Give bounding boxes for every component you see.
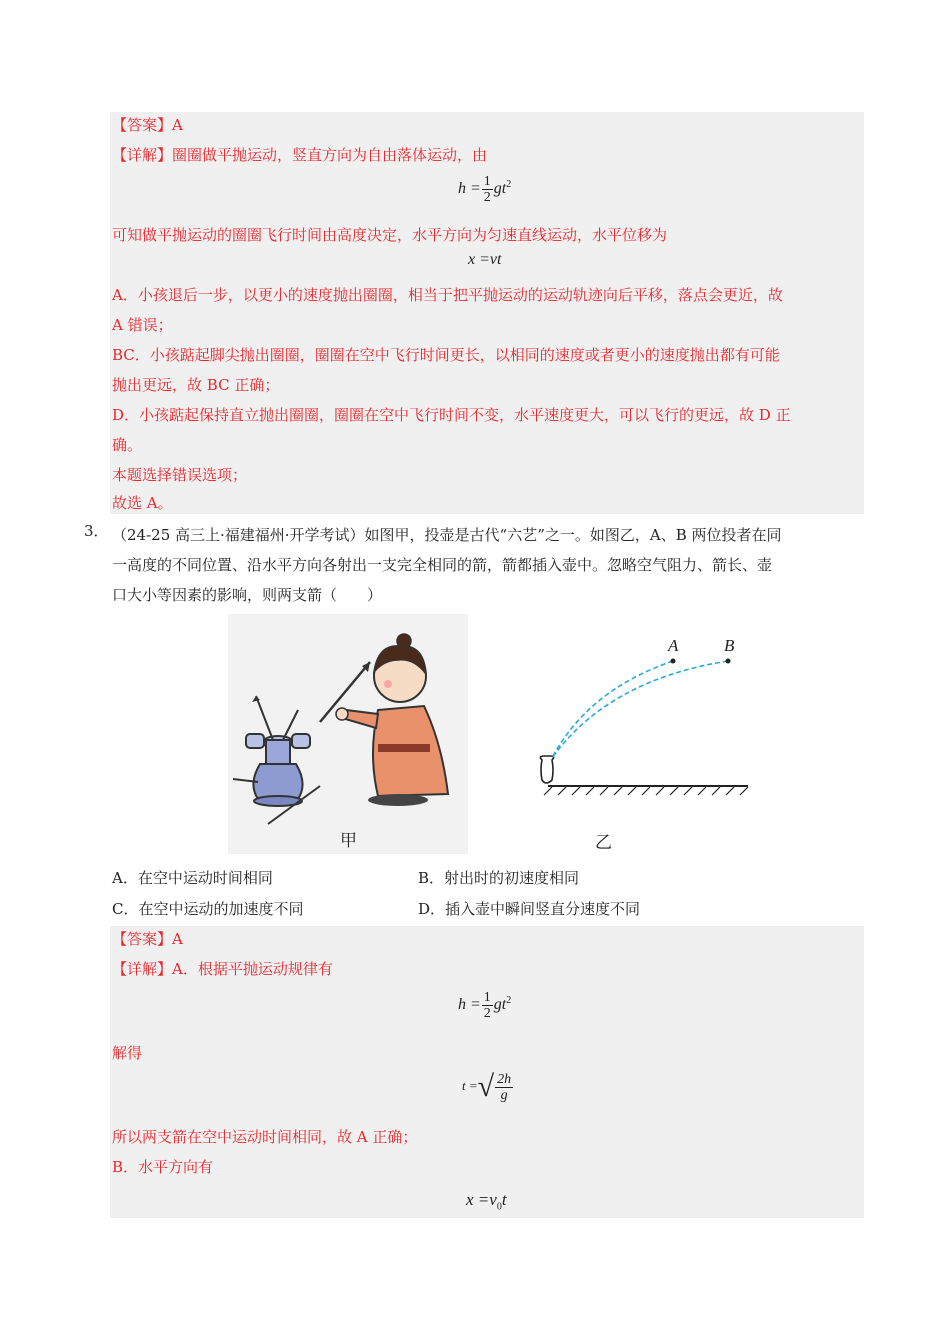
formula-x-v0t — [466, 1190, 507, 1212]
question-line-1: （24-25 高三上·福建福州·开学考试）如图甲，投壶是古代“六艺”之一。如图乙，A、B 两位投者在同 — [112, 526, 782, 544]
formula-h-gt2 — [458, 990, 511, 1021]
formula-lhs: x =v — [466, 1190, 497, 1209]
option-d-analysis-1: D．小孩踮起保持直立抛出圈圈，圈圈在空中飞行时间不变，水平速度更大，可以飞行的更远，故 D 正 — [112, 406, 791, 424]
question-text — [112, 520, 902, 610]
answer-box-3 — [110, 926, 864, 1218]
frac-num: 1 — [483, 174, 491, 189]
trajectory-a — [552, 661, 673, 758]
option-a-analysis-2: A 错误； — [112, 316, 173, 334]
frac-den: 2 — [483, 190, 491, 205]
formula-sup: 2 — [506, 178, 512, 190]
point-b-dot — [726, 659, 731, 664]
point-b-label: B — [724, 636, 735, 655]
b-line: B．水平方向有 — [112, 1158, 214, 1176]
formula-lhs: h = — [458, 996, 481, 1014]
formula-rest: gt — [493, 180, 507, 198]
trajectory-b — [552, 661, 728, 758]
question-line-3: 口大小等因素的影响，则两支箭（ ） — [112, 586, 383, 604]
detail-line: 【详解】圈圈做平抛运动，竖直方向为自由落体运动，由 — [112, 146, 488, 164]
pitch-pot-illustration — [228, 614, 468, 854]
text-line-2: 可知做平抛运动的圈圈飞行时间由高度决定，水平方向为匀速直线运动，水平位移为 — [112, 226, 668, 244]
formula-h-gt2 — [458, 174, 511, 205]
formula-sub: 0 — [496, 1201, 502, 1213]
figure-yi — [528, 630, 758, 855]
frac-den: g — [500, 1087, 508, 1103]
formula-sup: 2 — [506, 994, 512, 1006]
option-d-analysis-2: 确。 — [112, 436, 143, 454]
pot-icon — [540, 756, 553, 783]
formula-x-vt: x =vt — [468, 251, 502, 268]
formula-rest: t — [501, 1190, 507, 1209]
figure-yi-label: 乙 — [595, 833, 612, 853]
ground-hatching — [544, 787, 748, 795]
detail-line: 【详解】A．根据平抛运动规律有 — [112, 960, 333, 978]
figure-jia-label: 甲 — [340, 831, 357, 851]
frac-num: 2h — [497, 1071, 512, 1087]
option-d[interactable]: D．插入壶中瞬间竖直分速度不同 — [418, 900, 641, 918]
question-number: 3． — [84, 522, 109, 540]
select-line: 本题选择错误选项； — [112, 466, 248, 484]
final-line: 故选 A。 — [112, 494, 173, 512]
formula-t-sqrt: t =√ $\frac{2h}{g}$ — [462, 1070, 512, 1103]
vase-icon — [233, 696, 320, 824]
point-a-label: A — [668, 636, 679, 655]
option-a[interactable]: A．在空中运动时间相同 — [112, 869, 273, 887]
option-a-analysis-1: A．小孩退后一步，以更小的速度抛出圈圈，相当于把平抛运动的运动轨迹向后平移，落点会更近，故 — [112, 286, 783, 304]
option-b[interactable]: B．射出时的初速度相同 — [418, 869, 580, 887]
conclusion-line: 所以两支箭在空中运动时间相同，故 A 正确； — [112, 1128, 418, 1146]
formula-rest: gt — [493, 996, 507, 1014]
answer-line: 【答案】A — [112, 116, 183, 134]
answer-box-1 — [110, 112, 864, 514]
answer-line: 【答案】A — [112, 930, 183, 948]
point-a-dot — [671, 659, 676, 664]
formula-lhs: t = — [462, 1077, 478, 1093]
figure-jia — [228, 614, 468, 854]
frac-den: 2 — [483, 1006, 491, 1021]
formula-lhs: h = — [458, 180, 481, 198]
option-bc-analysis-1: BC．小孩踮起脚尖抛出圈圈，圈圈在空中飞行时间更长，以相同的速度或者更小的速度抛出都有可能 — [112, 346, 780, 364]
person-icon — [336, 634, 448, 806]
option-c[interactable]: C．在空中运动的加速度不同 — [112, 900, 304, 918]
option-bc-analysis-2: 抛出更远，故 BC 正确； — [112, 376, 280, 394]
solve-line: 解得 — [112, 1044, 143, 1062]
frac-num: 1 — [483, 990, 491, 1005]
question-line-2: 一高度的不同位置、沿水平方向各射出一支完全相同的箭，箭都插入壶中。忽略空气阻力、箭长、壶 — [112, 556, 773, 574]
